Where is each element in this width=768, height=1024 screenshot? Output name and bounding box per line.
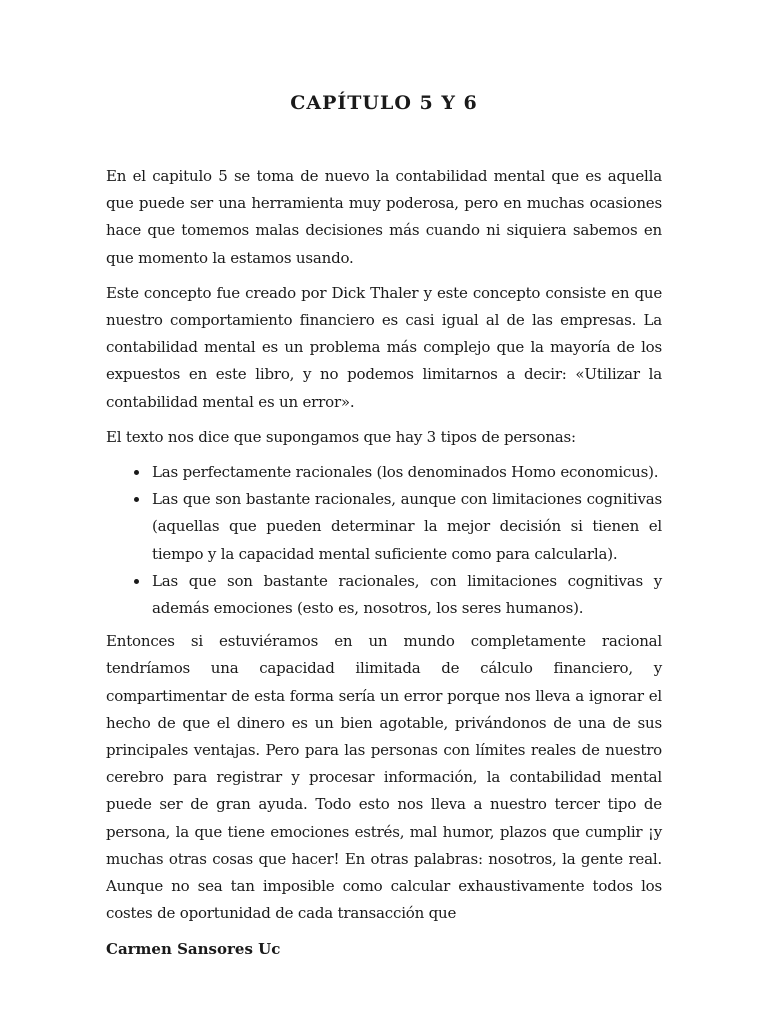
list-item: • Las perfectamente racionales (los denominados Homo economicus). (150, 459, 662, 486)
list-item: • Las que son bastante racionales, aunque con limitaciones cognitivas (aquellas que pueden determinar la mejor decisión si tienen el tiempo y la capacidad mental suficiente como para calcularla). (150, 486, 662, 568)
author-name: Carmen Sansores Uc (106, 940, 281, 958)
document-body (106, 163, 662, 935)
bullet-list (106, 459, 662, 622)
page-title: CAPÍTULO 5 Y 6 (290, 92, 478, 114)
paragraph: Entonces si estuviéramos en un mundo completamente racional tendríamos una capacidad ilimitada de cálculo financiero, y compartimentar de esta forma sería un error porque nos lleva a ignorar el hecho de que el dinero es un bien agotable, privándonos de una de sus principales ventajas. Pero para las personas con límites reales de nuestro cerebro para registrar y procesar información, la contabilidad mental puede ser de gran ayuda. Todo esto nos lleva a nuestro tercer tipo de persona, la que tiene emociones estrés, mal humor, plazos que cumplir ¡y muchas otras cosas que hacer! En otras palabras: nosotros, la gente real. Aunque no sea tan imposible como calcular exhaustivamente todos los costes de oportunidad de cada transacción que (106, 632, 662, 923)
paragraph: En el capitulo 5 se toma de nuevo la contabilidad mental que es aquella que puede ser una herramienta muy poderosa, pero en muchas ocasiones hace que tomemos malas decisiones más cuando ni siquiera sabemos en que momento la estamos usando. (106, 167, 662, 267)
paragraph: El texto nos dice que supongamos que hay 3 tipos de personas: (106, 427, 576, 446)
paragraph: Este concepto fue creado por Dick Thaler y este concepto consiste en que nuestro comportamiento financiero es casi igual al de las empresas. La contabilidad mental es un problema más complejo que la mayoría de los expuestos en este libro, y no podemos limitarnos a decir: «Utilizar la contabilidad mental es un error». (106, 283, 662, 411)
document-page (106, 0, 662, 1024)
list-item: • Las que son bastante racionales, con limitaciones cognitivas y además emociones (esto es, nosotros, los seres humanos). (150, 568, 662, 622)
